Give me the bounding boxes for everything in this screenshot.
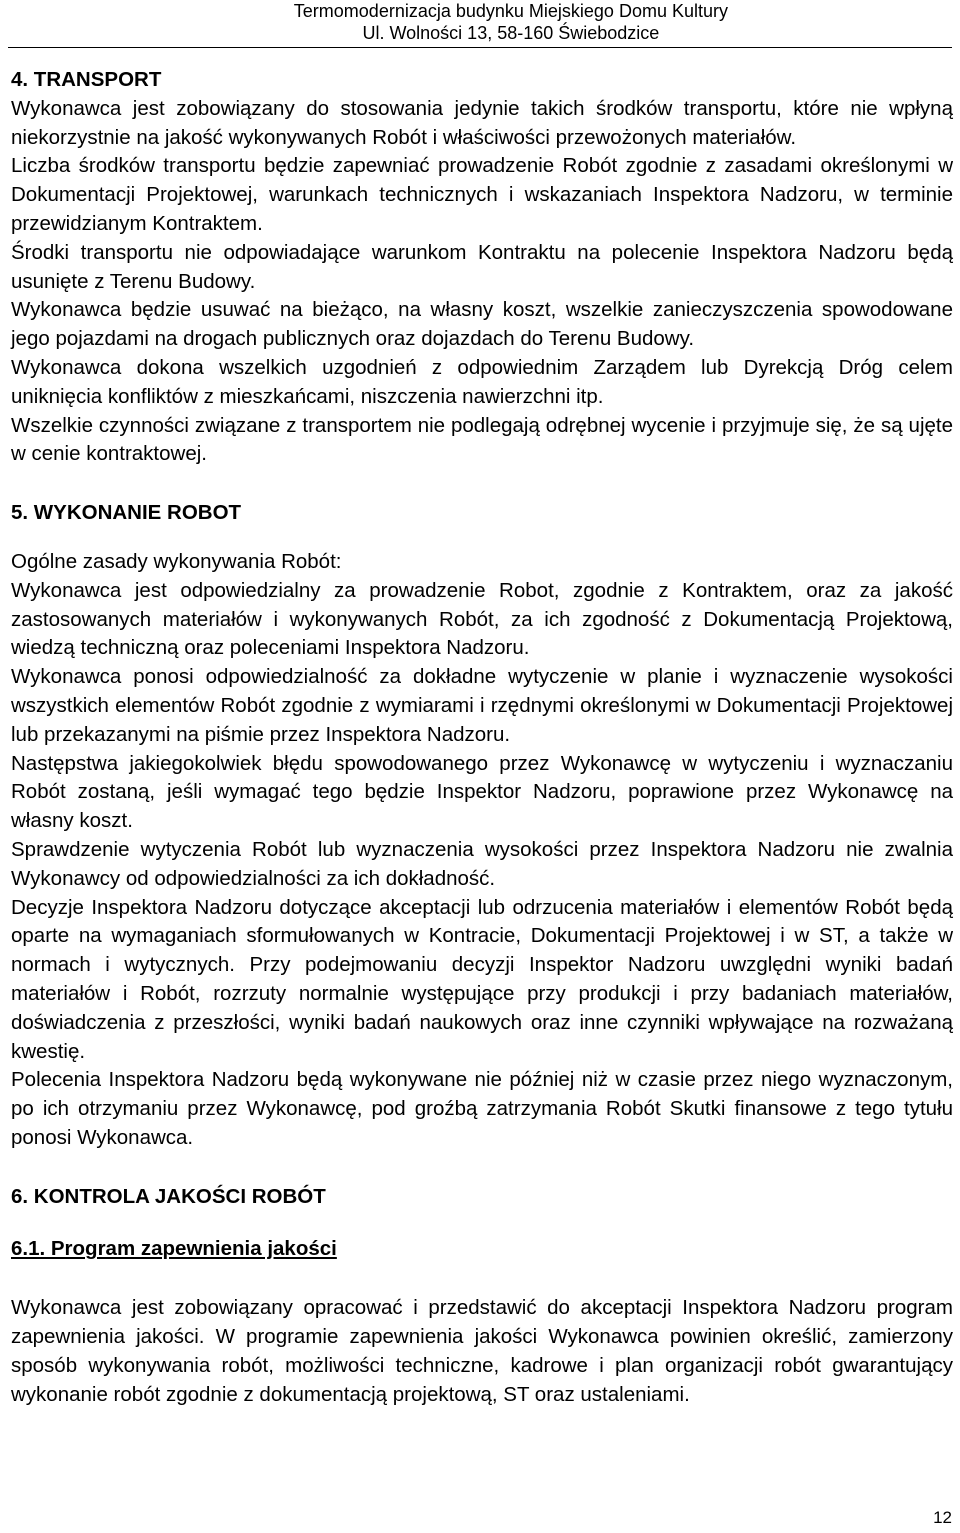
section-execution <box>11 499 953 1153</box>
paragraph: Polecenia Inspektora Nadzoru będą wykonywane nie później niż w czasie przez niego wyznaczonym, po ich otrzymaniu przez Wykonawcę, pod groźbą zatrzymania Robót Skutki finansowe z tego tytułu ponosi Wykonawca. <box>11 1068 953 1149</box>
header-divider <box>8 47 952 48</box>
paragraph: Wykonawca jest zobowiązany opracować i przedstawić do akceptacji Inspektora Nadzoru program zapewnienia jakości. W programie zapewnienia jakości Wykonawca powinien określić, zamierzony sposób wykonywania robót, możliwości techniczne, kadrowe i plan organizacji robót gwarantujący wykonanie robót zgodnie z dokumentacją projektową, ST oraz ustaleniami. <box>11 1296 953 1406</box>
paragraph: Wykonawca będzie usuwać na bieżąco, na własny koszt, wszelkie zanieczyszczenia spowodowane jego pojazdami na drogach publicznych oraz dojazdach do Terenu Budowy. <box>11 298 953 351</box>
paragraph: Sprawdzenie wytyczenia Robót lub wyznaczenia wysokości przez Inspektora Nadzoru nie zwalnia Wykonawcy od odpowiedzialności za ich dokładność. <box>11 837 953 890</box>
paragraph: Wykonawca jest odpowiedzialny za prowadzenie Robot, zgodnie z Kontraktem, oraz za jakość zastosowanych materiałów i wykonywanych Robót, za ich zgodność z Dokumentacją Projektową, wiedzą techniczną oraz poleceniami Inspektora Nadzoru. <box>11 578 953 660</box>
paragraph: Następstwa jakiegokolwiek błędu spowodowanego przez Wykonawcę w wytyczeniu i wyznaczaniu Robót zostaną, jeśli wymagać tego będzie Inspektor Nadzoru, poprawione przez Wykonawcę na własny koszt. <box>11 751 953 833</box>
paragraph: Decyzje Inspektora Nadzoru dotyczące akceptacji lub odrzucenia materiałów i elementów Robót będą oparte na wymaganiach sformułowanych w Kontracie, Dokumentacji Projektowej i w ST, a także w normach i wytycznych. Przy podejmowaniu decyzji Inspektor Nadzoru uwzględni wyniki badań materiałów i Robót, rozrzuty normalnie występujące przy produkcji i przy badaniach materiałów, doświadczenia z przeszłości, wyniki badań naukowych oraz inne czynniki wpływające na rozważaną kwestię. <box>11 895 953 1063</box>
paragraph: Liczba środków transportu będzie zapewniać prowadzenie Robót zgodnie z zasadami określonymi w Dokumentacji Projektowej, warunkach technicznych i wskazaniach Inspektora Nadzoru, w terminie przewidzianym Kontraktem. <box>11 154 953 235</box>
section-title-execution: 5. WYKONANIE ROBOT <box>11 501 242 525</box>
paragraph: Wykonawca jest zobowiązany do stosowania jedynie takich środków transportu, które nie wpłyną niekorzystnie na jakość wykonywanych Robót i właściwości przewożonych materiałów. <box>11 96 953 149</box>
document-body <box>11 66 953 1409</box>
page-number: 12 <box>933 1508 952 1527</box>
section-intro: Ogólne zasady wykonywania Robót: <box>11 549 342 573</box>
section-transport <box>11 66 953 469</box>
paragraph: Wszelkie czynności związane z transportem nie podlegają odrębnej wycenie i przyjmuje się, że są ujęte w cenie kontraktowej. <box>11 413 953 466</box>
section-title-transport: 4. TRANSPORT <box>11 68 162 91</box>
header-title: Termomodernizacja budynku Miejskiego Domu Kultury <box>293 1 728 21</box>
paragraph: Środki transportu nie odpowiadające warunkom Kontraktu na polecenie Inspektora Nadzoru będą usunięte z Terenu Budowy. <box>11 240 953 293</box>
page-header <box>294 0 728 44</box>
subsection-title-quality-program: 6.1. Program zapewnienia jakości <box>11 1237 337 1261</box>
section-quality-control <box>11 1183 953 1410</box>
header-address: Ul. Wolności 13, 58-160 Świebodzice <box>362 23 660 43</box>
paragraph: Wykonawca ponosi odpowiedzialność za dokładne wytyczenie w planie i wyznaczenie wysokości wszystkich elementów Robót zgodnie z wymiarami i rzędnymi określonymi w Dokumentacji Projektowej lub przekazanymi na piśmie przez Inspektora Nadzoru. <box>11 665 953 746</box>
section-title-quality-control: 6. KONTROLA JAKOŚCI ROBÓT <box>11 1184 326 1208</box>
paragraph: Wykonawca dokona wszelkich uzgodnień z odpowiednim Zarządem lub Dyrekcją Dróg celem uniknięcia konfliktów z mieszkańcami, niszczenia nawierzchni itp. <box>11 355 953 408</box>
